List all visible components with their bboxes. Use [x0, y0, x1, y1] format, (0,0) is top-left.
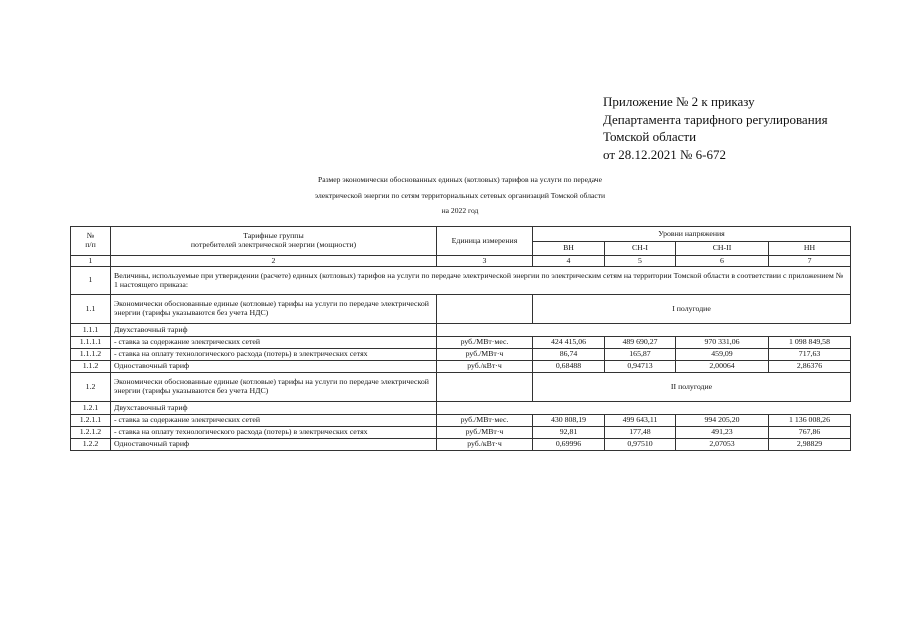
header-unit-cell: Единица измерения — [437, 227, 533, 256]
block-unit-empty — [437, 295, 533, 324]
row-num: 1.2.2 — [71, 439, 111, 451]
column-number-row — [71, 256, 851, 267]
row-name: Одноставочный тариф — [111, 361, 437, 373]
row-num: 1.1.1.1 — [71, 337, 111, 349]
row-num: 1.1.1.2 — [71, 349, 111, 361]
row-num: 1.2.1.2 — [71, 427, 111, 439]
section-1-row — [71, 267, 851, 295]
row-num: 1.2.1.1 — [71, 415, 111, 427]
title-line-3: на 2022 год — [441, 206, 479, 215]
row-name: - ставка на оплату технологического расхода (потерь) в электрических сетях — [111, 349, 437, 361]
appendix-line-3: Томской области — [603, 129, 697, 144]
two-rate-row — [71, 324, 851, 337]
row-nn: 767,86 — [769, 427, 851, 439]
section-1-num: 1 — [71, 267, 111, 295]
appendix-line-1: Приложение № 2 к приказу — [603, 94, 755, 109]
title-line-1: Размер экономически обоснованных единых (котловых) тарифов на услуги по передаче — [318, 175, 602, 184]
row-unit: руб./кВт·ч — [437, 439, 533, 451]
header-group-line1: Тарифные группы — [243, 231, 304, 241]
block-1-2-row — [71, 373, 851, 402]
colnum-4: 4 — [533, 256, 605, 267]
block-unit-empty — [437, 373, 533, 402]
header-group-line2: потребителей электрической энергии (мощности) — [190, 240, 357, 249]
row-vn: 0,69996 — [533, 439, 605, 451]
colnum-3: 3 — [437, 256, 533, 267]
colnum-7: 7 — [769, 256, 851, 267]
row-nn: 2,86376 — [769, 361, 851, 373]
appendix-line-4: от 28.12.2021 № 6-672 — [603, 146, 726, 162]
table-row — [71, 361, 851, 373]
header-num-line1: № — [86, 231, 95, 241]
header-num-line2: п/п — [85, 240, 96, 249]
row-vn: 0,68488 — [533, 361, 605, 373]
row-unit: руб./МВт·мес. — [437, 337, 533, 349]
row-nn: 1 098 849,58 — [769, 337, 851, 349]
title-line-2: электрической энергии по сетям территориальных сетевых организаций Томской области — [314, 190, 606, 200]
table-row — [71, 427, 851, 439]
block-period: I полугодие — [533, 295, 851, 324]
two-rate-num: 1.1.1 — [71, 324, 111, 337]
row-nn: 1 136 008,26 — [769, 415, 851, 427]
row-name: - ставка на оплату технологического расхода (потерь) в электрических сетях — [111, 427, 437, 439]
row-sn1: 499 643,11 — [605, 415, 676, 427]
header-levels-cell: Уровни напряжения — [533, 227, 851, 242]
block-num: 1.1 — [71, 295, 111, 324]
row-unit: руб./МВт·мес. — [437, 415, 533, 427]
row-vn: 86,74 — [533, 349, 605, 361]
header-sn1: СН-I — [605, 242, 676, 256]
row-sn2: 2,07053 — [676, 439, 769, 451]
header-group-cell — [111, 227, 437, 256]
table-row — [71, 337, 851, 349]
header-row-1 — [71, 227, 851, 242]
tariff-table — [70, 226, 851, 451]
row-vn: 430 808,19 — [533, 415, 605, 427]
row-name: - ставка за содержание электрических сетей — [111, 415, 437, 427]
colnum-2: 2 — [111, 256, 437, 267]
row-sn2: 2,00064 — [676, 361, 769, 373]
block-1-1-row — [71, 295, 851, 324]
row-sn2: 491,23 — [676, 427, 769, 439]
header-sn2: СН-II — [676, 242, 769, 256]
two-rate-row — [71, 402, 851, 415]
row-sn1: 165,87 — [605, 349, 676, 361]
document-title — [250, 172, 670, 219]
row-name: - ставка за содержание электрических сетей — [111, 337, 437, 349]
row-unit: руб./МВт·ч — [437, 427, 533, 439]
row-vn: 424 415,06 — [533, 337, 605, 349]
row-sn1: 0,97510 — [605, 439, 676, 451]
two-rate-label: Двухставочный тариф — [111, 324, 437, 337]
two-rate-empty — [437, 402, 851, 415]
header-nn: НН — [769, 242, 851, 256]
row-nn: 2,98829 — [769, 439, 851, 451]
colnum-1: 1 — [71, 256, 111, 267]
appendix-line-2: Департамента тарифного регулирования — [603, 111, 828, 127]
block-num: 1.2 — [71, 373, 111, 402]
row-sn2: 970 331,06 — [676, 337, 769, 349]
row-vn: 92,81 — [533, 427, 605, 439]
row-unit: руб./МВт·ч — [437, 349, 533, 361]
row-sn1: 489 690,27 — [605, 337, 676, 349]
appendix-header — [603, 93, 828, 163]
row-unit: руб./кВт·ч — [437, 361, 533, 373]
header-vn: ВН — [533, 242, 605, 256]
two-rate-empty — [437, 324, 851, 337]
table-row — [71, 439, 851, 451]
block-text: Экономически обоснованные единые (котловые) тарифы на услуги по передаче электрической энергии (тарифы указываются без учета НДС) — [111, 373, 437, 402]
table-row — [71, 415, 851, 427]
row-num: 1.1.2 — [71, 361, 111, 373]
row-sn2: 994 205,20 — [676, 415, 769, 427]
row-sn1: 177,48 — [605, 427, 676, 439]
colnum-6: 6 — [676, 256, 769, 267]
colnum-5: 5 — [605, 256, 676, 267]
table-row — [71, 349, 851, 361]
block-period: II полугодие — [533, 373, 851, 402]
two-rate-label: Двухставочный тариф — [111, 402, 437, 415]
block-text: Экономически обоснованные единые (котловые) тарифы на услуги по передаче электрической энергии (тарифы указываются без учета НДС) — [111, 295, 437, 324]
section-1-text: Величины, используемые при утверждении (расчете) единых (котловых) тарифов на услуги по передаче электрической энергии по электрическим сетям на территории Томской области в соответствии с приложением № 1 настоящего приказа: — [111, 267, 851, 295]
header-num-cell — [71, 227, 111, 256]
row-sn1: 0,94713 — [605, 361, 676, 373]
two-rate-num: 1.2.1 — [71, 402, 111, 415]
row-name: Одноставочный тариф — [111, 439, 437, 451]
row-nn: 717,63 — [769, 349, 851, 361]
row-sn2: 459,09 — [676, 349, 769, 361]
